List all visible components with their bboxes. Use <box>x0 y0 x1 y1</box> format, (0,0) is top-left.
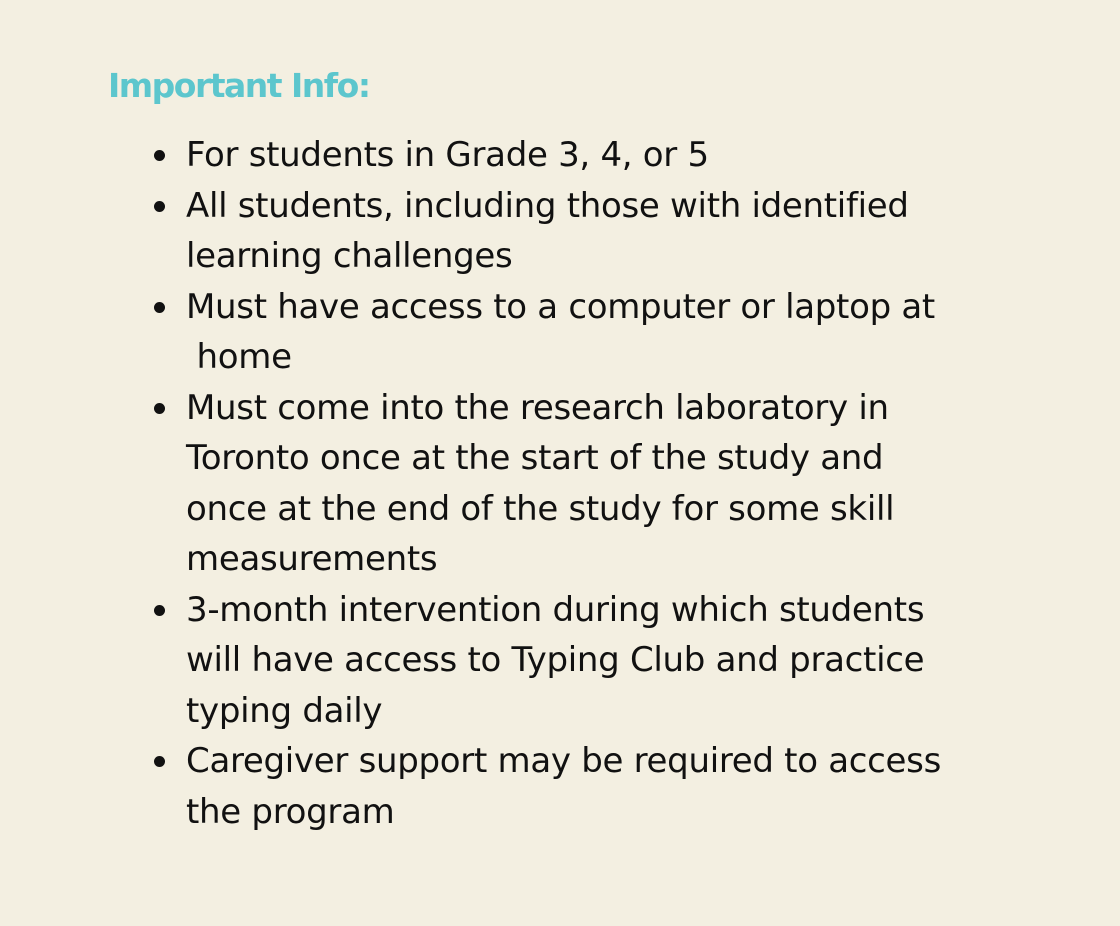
bullet-icon <box>154 201 165 212</box>
list-item <box>186 181 996 282</box>
list-item-text: Must have access to a computer or laptop at home <box>186 286 935 377</box>
bullet-icon <box>154 605 165 616</box>
bullet-icon <box>154 756 165 767</box>
list-item <box>186 130 996 181</box>
list-item-text: Caregiver support may be required to access the program <box>186 741 941 832</box>
list-item <box>186 736 996 837</box>
list-item-text: For students in Grade 3, 4, or 5 <box>186 135 709 175</box>
list-item <box>186 282 996 383</box>
bullet-icon <box>154 403 165 414</box>
bullet-icon <box>154 150 165 161</box>
list-item <box>186 383 996 585</box>
list-item-text: 3-month intervention during which students will have access to Typing Club and practice typing daily <box>186 589 925 731</box>
list-item <box>186 585 996 737</box>
list-item-text: All students, including those with identified learning challenges <box>186 185 909 276</box>
important-info-heading: Important Info: <box>108 66 370 105</box>
list-item-text: Must come into the research laboratory in Toronto once at the start of the study and once at the end of the study for some skill measurements <box>186 387 895 579</box>
bullet-icon <box>154 302 165 313</box>
info-list <box>186 130 996 837</box>
